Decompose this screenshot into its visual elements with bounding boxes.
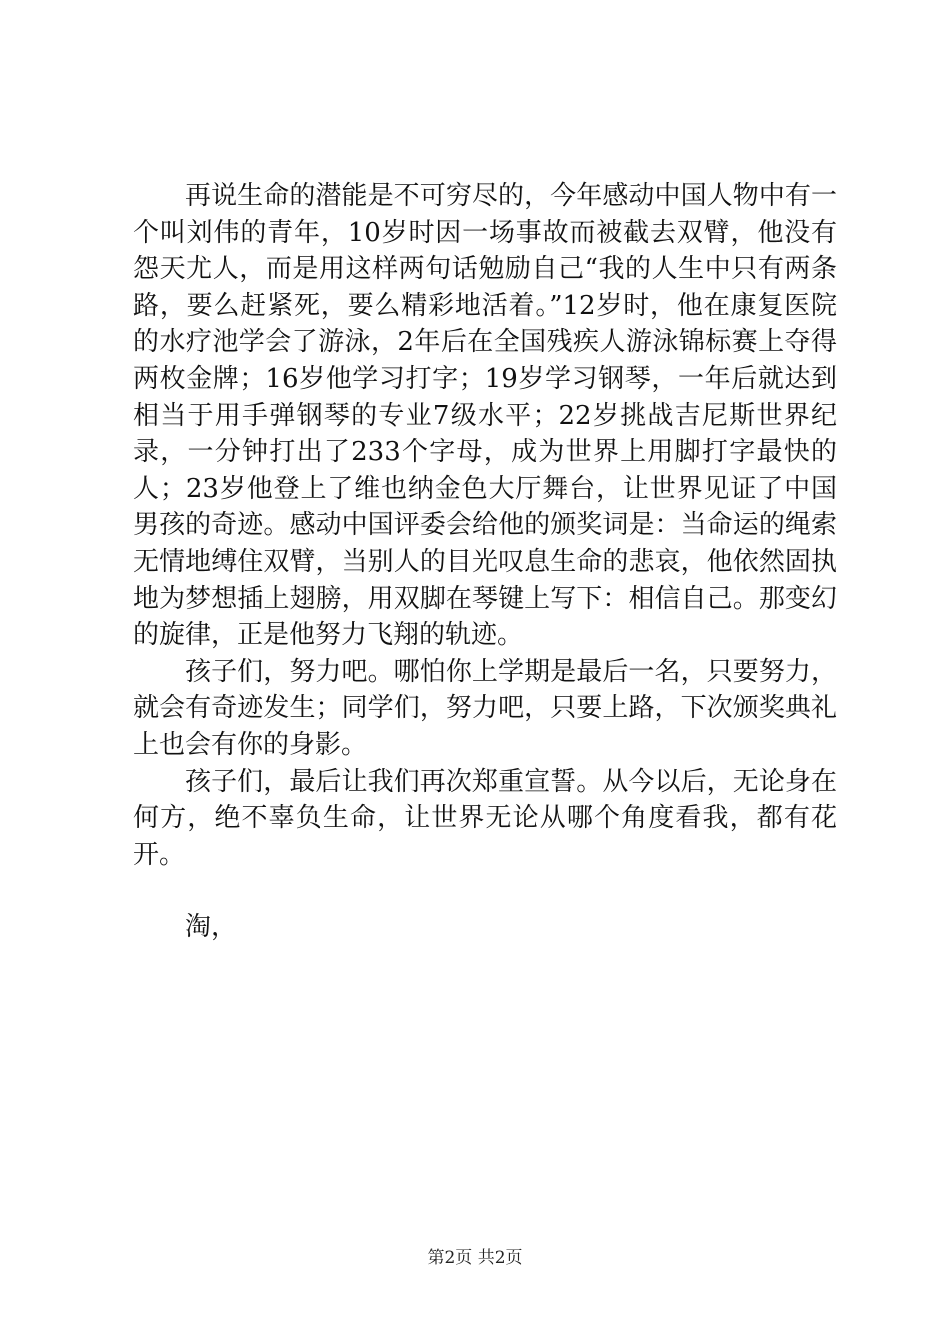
paragraph-oath: 孩子们，最后让我们再次郑重宣誓。从今以后，无论身在何方，绝不辜负生命，让世界无论从哪个角度看我，都有花开。 (133, 766, 837, 870)
paragraph-liu-wei-story: 再说生命的潜能是不可穷尽的，今年感动中国人物中有一个叫刘伟的青年，10岁时因一场事故而被截去双臂，他没有怨天尤人，而是用这样两句话勉励自己“我的人生中只有两条路，要么赶紧死，要么精彩地活着。”12岁时，他在康复医院的水疗池学会了游泳，2年后在全国残疾人游泳锦标赛上夺得两枚金牌；16岁他学习打字；19岁学习钢琴，一年后就达到相当于用手弹钢琴的专业7级水平；22岁挑战吉尼斯世界纪录，一分钟打出了233个字母，成为世界上用脚打字最快的人；23岁他登上了维也纳金色大厅舞台，让世界见证了中国男孩的奇迹。感动中国评委会给他的颁奖词是：当命运的绳索无情地缚住双臂，当别人的目光叹息生命的悲哀，他依然固执地为梦想插上翅膀，用双脚在琴键上写下：相信自己。那变幻的旋律，正是他努力飞翔的轨迹。 (133, 181, 837, 651)
paragraph-encouragement: 孩子们，努力吧。哪怕你上学期是最后一名，只要努力，就会有奇迹发生；同学们，努力吧，只要上路，下次颁奖典礼上也会有你的身影。 (133, 656, 837, 760)
document-body (133, 178, 837, 946)
paragraph-fragment: 淘， (185, 912, 238, 943)
page-number-footer: 第2页 共2页 (427, 1248, 523, 1268)
